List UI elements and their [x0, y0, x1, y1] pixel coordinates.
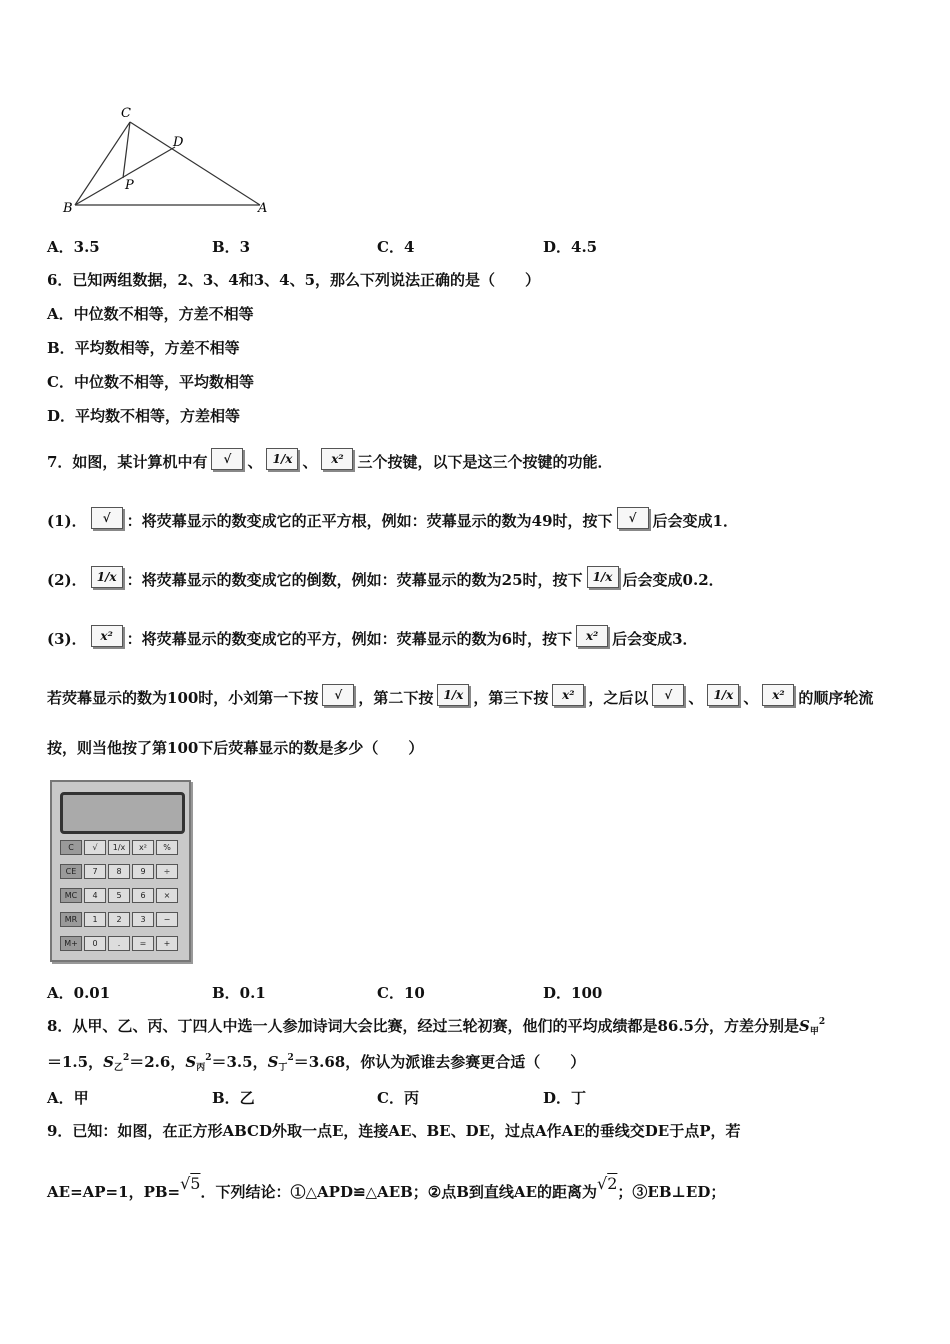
q7-choice-d[interactable]: D．100 [543, 984, 603, 1002]
calculator-key: + [156, 936, 178, 951]
sqrt-key-icon: √ [322, 684, 354, 706]
square-key-icon: x² [91, 625, 123, 647]
calculator-key: CE [60, 864, 82, 879]
q7-item-2 [47, 570, 724, 592]
q8-line-1 [47, 1016, 825, 1039]
calculator-key: 3 [132, 912, 154, 927]
label-d: D [173, 135, 184, 150]
calculator-key: % [156, 840, 178, 855]
calculator-key: ÷ [156, 864, 178, 879]
q7-stem-post: 三个按键，以下是这三个按键的功能． [357, 453, 613, 471]
calculator-key: √ [84, 840, 106, 855]
q7-item3-post: 后会变成3． [612, 630, 698, 648]
calculator-key: 6 [132, 888, 154, 903]
calculator-illustration [50, 780, 191, 962]
calculator-key: 8 [108, 864, 130, 879]
q8-sup: 2 [818, 1017, 826, 1027]
label-b: B [63, 201, 73, 216]
q8-line-2 [47, 1052, 585, 1075]
q7-para-d: ，之后以 [588, 689, 649, 707]
q7-item2-mid: ：将荧幕显示的数变成它的倒数，例如：荧幕显示的数为25时，按下 [126, 571, 583, 589]
calculator-key: x² [132, 840, 154, 855]
q7-para-e: 的顺序轮流 [798, 689, 874, 707]
q8-sup: 2 [122, 1053, 130, 1063]
q7-paragraph [47, 688, 873, 710]
q9-line-1: 9．已知：如图，在正方形ABCD外取一点E，连接AE、BE、DE，过点A作AE的垂线交DE于点P，若 [47, 1122, 741, 1140]
calculator-screen [60, 792, 185, 834]
q8-v-bing: ＝3.5， [211, 1053, 268, 1071]
q7-stem-pre: 7．如图，某计算机中有 [47, 453, 208, 471]
calculator-key: M+ [60, 936, 82, 951]
q7-choice-c[interactable]: C．10 [377, 984, 425, 1002]
q7-question: 按，则当他按了第100下后荧幕显示的数是多少（ ） [47, 739, 424, 757]
q9-rad5: 5 [190, 1174, 201, 1193]
square-key-icon: x² [321, 448, 353, 470]
q6-option-a[interactable]: A．中位数不相等，方差不相等 [47, 305, 254, 323]
calculator-key: . [108, 936, 130, 951]
q7-para-b: ，第二下按 [358, 689, 434, 707]
q8-sup: 2 [287, 1053, 294, 1063]
q9-line2-a: AE=AP=1，PB= [47, 1183, 181, 1201]
square-key-icon: x² [552, 684, 584, 706]
calculator-key: MR [60, 912, 82, 927]
reciprocal-key-icon: 1/x [587, 566, 619, 588]
q9-rad2: 2 [607, 1174, 618, 1193]
q8-sub-yi: 乙 [113, 1063, 123, 1073]
q8-sub-ding: 丁 [278, 1063, 288, 1073]
q7-item-3 [47, 629, 698, 651]
q8-sub-bing: 丙 [196, 1063, 206, 1073]
q7-sep: 、 [688, 689, 704, 707]
calculator-key: 7 [84, 864, 106, 879]
q5-choice-a[interactable]: A．3.5 [47, 238, 100, 256]
calculator-key: − [156, 912, 178, 927]
q8-v-yi: ＝2.6， [129, 1053, 186, 1071]
q6-option-c[interactable]: C．中位数不相等，平均数相等 [47, 373, 254, 391]
q9-line-2 [47, 1174, 726, 1202]
q7-sep: 、 [247, 453, 263, 471]
sqrt-key-icon: √ [617, 507, 649, 529]
q8-v-jia: ＝1.5， [47, 1053, 104, 1071]
q8-choice-a[interactable]: A．甲 [47, 1089, 89, 1107]
q8-v-ding: ＝3.68，你认为派谁去参赛更合适（ ） [293, 1053, 586, 1071]
triangle-figure [55, 100, 285, 220]
label-a: A [258, 201, 268, 216]
q5-choice-d[interactable]: D．4.5 [543, 238, 598, 256]
sqrt2-icon: √2 [597, 1174, 618, 1193]
q7-choice-a[interactable]: A．0.01 [47, 984, 111, 1002]
q8-choice-b[interactable]: B．乙 [212, 1089, 255, 1107]
calculator-key: 5 [108, 888, 130, 903]
q8-sup: 2 [205, 1053, 212, 1063]
q5-choice-c[interactable]: C．4 [377, 238, 415, 256]
square-key-icon: x² [762, 684, 794, 706]
q8-choice-d[interactable]: D．丁 [543, 1089, 587, 1107]
q7-sep: 、 [302, 453, 318, 471]
sqrt5-icon: √5 [180, 1174, 201, 1193]
q7-item1-pre: (1)． [47, 512, 87, 530]
q7-item3-pre: (3)． [47, 630, 87, 648]
reciprocal-key-icon: 1/x [266, 448, 298, 470]
calculator-key: 2 [108, 912, 130, 927]
label-c: C [121, 106, 131, 121]
q7-stem [47, 452, 613, 474]
calculator-key: C [60, 840, 82, 855]
q8-s: S [798, 1017, 810, 1035]
q8-s: S [185, 1053, 197, 1071]
q5-choice-b[interactable]: B．3 [212, 238, 251, 256]
q7-item2-post: 后会变成0.2． [622, 571, 724, 589]
q8-choice-c[interactable]: C．丙 [377, 1089, 419, 1107]
q8-sub-jia: 甲 [809, 1027, 819, 1037]
calculator-key: 4 [84, 888, 106, 903]
label-p: P [125, 178, 134, 193]
sqrt-key-icon: √ [652, 684, 684, 706]
q7-item1-mid: ：将荧幕显示的数变成它的正平方根，例如：荧幕显示的数为49时，按下 [126, 512, 613, 530]
q7-item3-mid: ：将荧幕显示的数变成它的平方，例如：荧幕显示的数为6时，按下 [126, 630, 573, 648]
q6-stem: 6．已知两组数据，2、3、4和3、4、5，那么下列说法正确的是（ ） [47, 271, 541, 289]
calculator-key: = [132, 936, 154, 951]
q6-option-b[interactable]: B．平均数相等，方差不相等 [47, 339, 240, 357]
q7-item1-post: 后会变成1． [652, 512, 738, 530]
calculator-key: 9 [132, 864, 154, 879]
q7-para-a: 若荧幕显示的数为100时，小刘第一下按 [47, 689, 319, 707]
q7-sep: 、 [743, 689, 759, 707]
q8-s: S [267, 1053, 279, 1071]
q8-line1-text: 8．从甲、乙、丙、丁四人中选一人参加诗词大会比赛，经过三轮初赛，他们的平均成绩都是86.5分，方差分别是 [47, 1017, 799, 1035]
calculator-key: 1/x [108, 840, 130, 855]
q7-para-c: ，第三下按 [473, 689, 549, 707]
reciprocal-key-icon: 1/x [91, 566, 123, 588]
q9-line2-b: ．下列结论：①△APD≌△AEB；②点B到直线AE的距离为 [200, 1183, 597, 1201]
calculator-key: 1 [84, 912, 106, 927]
sqrt-key-icon: √ [211, 448, 243, 470]
calculator-key: MC [60, 888, 82, 903]
q8-s: S [103, 1053, 114, 1071]
reciprocal-key-icon: 1/x [707, 684, 739, 706]
q7-item2-pre: (2)． [47, 571, 87, 589]
sqrt-key-icon: √ [91, 507, 123, 529]
square-key-icon: x² [576, 625, 608, 647]
q6-option-d[interactable]: D．平均数不相等，方差相等 [47, 407, 241, 425]
q9-line2-c: ；③EB⊥ED； [617, 1183, 726, 1201]
q7-item-1 [47, 511, 738, 533]
calculator-key: 0 [84, 936, 106, 951]
q7-choice-b[interactable]: B．0.1 [212, 984, 266, 1002]
calculator-key: × [156, 888, 178, 903]
reciprocal-key-icon: 1/x [437, 684, 469, 706]
